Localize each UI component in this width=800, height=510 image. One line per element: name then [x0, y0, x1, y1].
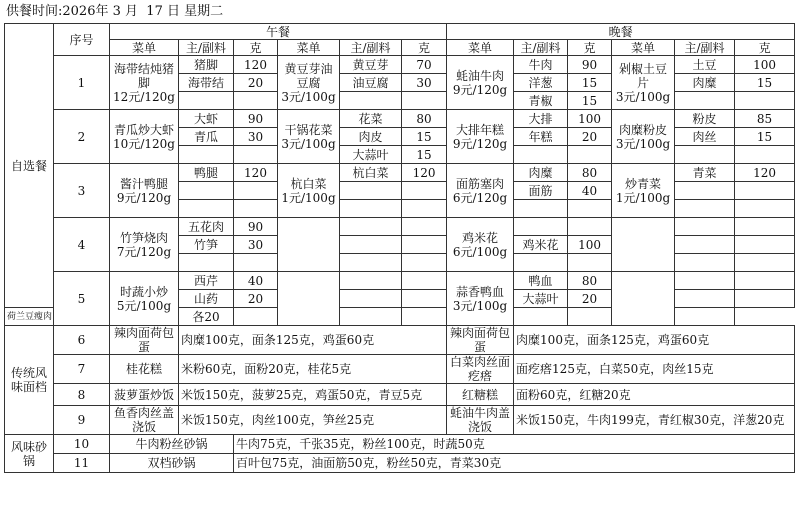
ingredient-cell — [234, 308, 278, 326]
ingredient-cell: 西芹 — [179, 272, 234, 290]
dish-cell — [110, 56, 179, 110]
ingredient-cell: 肉糜 — [675, 74, 735, 92]
ingredient-cell: 年糕 — [514, 128, 568, 146]
dinner-dish-name: 辣肉面荷包蛋 — [447, 326, 514, 355]
seq-cell: 4 — [54, 218, 110, 272]
gram-cell: 15 — [402, 146, 447, 164]
ingredient-cell: 大蒜叶 — [514, 290, 568, 308]
dinner-header: 晚餐 — [447, 24, 795, 40]
gram-cell: 100 — [568, 236, 612, 254]
ingredient-cell — [675, 200, 735, 218]
lunch-dish-desc: 米饭150克，菠萝25克，鸡蛋50克，青豆5克 — [179, 384, 447, 406]
ingredient-cell — [340, 254, 402, 272]
ingredient-cell — [340, 236, 402, 254]
ingredient-cell: 猪脚 — [179, 56, 234, 74]
dish-cell — [110, 164, 179, 218]
gram-cell — [675, 308, 735, 326]
gram-cell — [234, 182, 278, 200]
dish-price: 3元/100g — [615, 136, 671, 151]
gram-cell: 15 — [402, 128, 447, 146]
ingredient-cell: 油豆腐 — [340, 74, 402, 92]
gram-cell: 20 — [568, 128, 612, 146]
ingredient-cell: 黄豆芽 — [340, 56, 402, 74]
dinner-dish-desc: 面疙瘩125克，白菜50克，肉丝15克 — [514, 355, 795, 384]
gram-cell: 100 — [568, 110, 612, 128]
section-flavor-claypot: 风味砂锅 — [5, 435, 54, 473]
dish-name: 肉糜粉皮 — [619, 122, 668, 137]
dish-name: 大排年糕 — [456, 122, 505, 137]
dish-price: 9元/120g — [116, 190, 172, 205]
ingredient-cell: 大虾 — [179, 110, 234, 128]
dish-col-header: 菜单 — [110, 40, 179, 56]
ingredient-col-header: 主/副料 — [675, 40, 735, 56]
gram-cell — [735, 92, 795, 110]
ingredient-cell: 青瓜 — [179, 128, 234, 146]
ingredient-cell — [179, 146, 234, 164]
lunch-dish-name: 辣肉面荷包蛋 — [110, 326, 179, 355]
ingredient-cell — [675, 92, 735, 110]
claypot-name: 双档砂锅 — [110, 454, 234, 473]
gram-cell: 90 — [234, 218, 278, 236]
lunch-dish-desc: 米粉60克，面粉20克，桂花5克 — [179, 355, 447, 384]
gram-col-header: 克 — [735, 40, 795, 56]
gram-cell: 15 — [735, 128, 795, 146]
seq-cell: 11 — [54, 454, 110, 473]
dish-price: 6元/120g — [452, 190, 508, 205]
ingredient-cell — [514, 200, 568, 218]
gram-cell — [234, 92, 278, 110]
ingredient-cell: 青椒 — [514, 92, 568, 110]
ingredient-cell: 青菜 — [675, 164, 735, 182]
ingredient-cell: 花菜 — [340, 110, 402, 128]
seq-cell: 10 — [54, 435, 110, 454]
gram-cell — [402, 272, 447, 290]
dish-cell — [612, 110, 675, 164]
ingredient-cell: 荷兰豆瘦肉 — [5, 308, 54, 326]
gram-cell: 90 — [568, 56, 612, 74]
dish-name: 干锅花菜 — [284, 122, 333, 137]
gram-cell: 120 — [402, 164, 447, 182]
dish-price: 9元/120g — [452, 136, 508, 151]
ingredient-cell — [340, 290, 402, 308]
dish-name: 剁椒土豆片 — [619, 61, 668, 90]
ingredient-cell: 肉皮 — [340, 128, 402, 146]
section-self-serve: 自选餐 — [5, 24, 54, 308]
seq-cell: 7 — [54, 355, 110, 384]
ingredient-cell — [179, 182, 234, 200]
claypot-name: 牛肉粉丝砂锅 — [110, 435, 234, 454]
dish-name: 竹笋烧肉 — [119, 230, 168, 245]
gram-cell — [568, 218, 612, 236]
gram-cell — [568, 254, 612, 272]
service-day: 17 日 — [146, 4, 180, 19]
ingredient-cell — [514, 218, 568, 236]
dish-price: 7元/120g — [116, 244, 172, 259]
dish-cell — [447, 56, 514, 110]
gram-cell: 80 — [568, 272, 612, 290]
gram-cell — [402, 218, 447, 236]
gram-cell — [514, 308, 568, 326]
dish-cell — [278, 164, 340, 218]
gram-cell: 40 — [568, 182, 612, 200]
dinner-dish-desc: 米饭150克，牛肉199克，青红椒30克，洋葱20克 — [514, 406, 795, 435]
seq-cell: 8 — [54, 384, 110, 406]
gram-cell — [402, 290, 447, 308]
dish-col-header: 菜单 — [612, 40, 675, 56]
dish-price: 10元/120g — [113, 136, 175, 151]
dish-price: 3元/100g — [615, 89, 671, 104]
gram-cell: 15 — [568, 92, 612, 110]
dish-price: 12元/120g — [113, 89, 175, 104]
gram-cell — [735, 290, 795, 308]
dish-cell — [612, 164, 675, 218]
ingredient-cell: 面筋 — [514, 182, 568, 200]
gram-cell — [735, 146, 795, 164]
ingredient-cell: 粉皮 — [675, 110, 735, 128]
ingredient-cell — [340, 218, 402, 236]
lunch-header: 午餐 — [110, 24, 447, 40]
dish-cell — [612, 218, 675, 272]
dish-cell — [612, 272, 675, 326]
ingredient-cell: 洋葱 — [514, 74, 568, 92]
dish-cell — [612, 56, 675, 110]
gram-cell — [568, 146, 612, 164]
ingredient-cell: 肉丝 — [675, 128, 735, 146]
dish-name: 鸡米花 — [462, 230, 499, 245]
gram-cell — [402, 92, 447, 110]
gram-cell — [234, 200, 278, 218]
gram-cell — [402, 182, 447, 200]
ingredient-cell — [675, 272, 735, 290]
dish-cell — [278, 218, 340, 272]
seq-cell: 1 — [54, 56, 110, 110]
ingredient-cell: 牛肉 — [514, 56, 568, 74]
service-year: 2026年 — [62, 4, 109, 19]
ingredient-cell — [402, 308, 447, 326]
gram-cell — [735, 272, 795, 290]
dish-price: 3元/100g — [452, 298, 508, 313]
dish-cell — [447, 272, 514, 326]
dish-name: 时蔬小炒 — [119, 284, 168, 299]
gram-cell: 30 — [402, 74, 447, 92]
gram-cell — [402, 200, 447, 218]
gram-cell: 15 — [735, 74, 795, 92]
dinner-dish-name: 红糖糕 — [447, 384, 514, 406]
ingredient-cell — [179, 200, 234, 218]
gram-cell: 85 — [735, 110, 795, 128]
ingredient-cell: 大排 — [514, 110, 568, 128]
ingredient-cell — [340, 92, 402, 110]
dish-cell — [447, 110, 514, 164]
gram-cell — [568, 200, 612, 218]
gram-cell — [402, 236, 447, 254]
gram-cell — [234, 146, 278, 164]
ingredient-cell — [340, 182, 402, 200]
ingredient-col-header: 主/副料 — [340, 40, 402, 56]
dish-name: 面筋塞肉 — [456, 176, 505, 191]
dish-cell — [110, 110, 179, 164]
ingredient-cell — [514, 146, 568, 164]
lunch-dish-desc: 米饭150克，肉丝100克，笋丝25克 — [179, 406, 447, 435]
ingredient-cell: 鸭腿 — [179, 164, 234, 182]
ingredient-cell — [340, 272, 402, 290]
dish-name: 海带结炖猪脚 — [113, 61, 174, 90]
dish-price: 9元/120g — [452, 82, 508, 97]
ingredient-cell — [675, 218, 735, 236]
seq-cell: 2 — [54, 110, 110, 164]
dish-price: 1元/100g — [615, 190, 671, 205]
dish-cell — [278, 56, 340, 110]
dinner-dish-name: 蚝油牛肉盖浇饭 — [447, 406, 514, 435]
gram-cell: 90 — [234, 110, 278, 128]
dinner-dish-name: 白菜肉丝面疙瘩 — [447, 355, 514, 384]
gram-cell — [340, 308, 402, 326]
gram-cell — [735, 218, 795, 236]
gram-cell: 15 — [568, 74, 612, 92]
ingredient-col-header: 主/副料 — [179, 40, 234, 56]
seq-header: 序号 — [54, 24, 110, 56]
ingredient-cell: 山药 — [179, 290, 234, 308]
ingredient-cell: 海带结 — [179, 74, 234, 92]
ingredient-cell: 杭白菜 — [340, 164, 402, 182]
gram-cell — [735, 254, 795, 272]
gram-cell — [402, 254, 447, 272]
dish-name: 蒜香鸭血 — [456, 284, 505, 299]
gram-cell: 20 — [568, 290, 612, 308]
ingredient-cell — [514, 254, 568, 272]
dish-cell — [110, 218, 179, 272]
gram-cell: 120 — [735, 164, 795, 182]
lunch-dish-name: 桂花糕 — [110, 355, 179, 384]
dish-col-header: 菜单 — [278, 40, 340, 56]
service-weekday: 星期二 — [184, 4, 224, 19]
ingredient-cell: 鸡米花 — [514, 236, 568, 254]
dish-price: 3元/100g — [281, 136, 336, 151]
gram-cell: 20 — [234, 290, 278, 308]
dish-price: 5元/100g — [116, 298, 172, 313]
dish-cell — [447, 164, 514, 218]
lunch-dish-name: 鱼香肉丝盖浇饭 — [110, 406, 179, 435]
dish-cell — [110, 272, 179, 326]
dish-price: 1元/100g — [281, 190, 336, 205]
gram-cell — [735, 200, 795, 218]
service-date-line — [6, 3, 223, 21]
dish-cell — [278, 110, 340, 164]
ingredient-cell — [179, 254, 234, 272]
ingredient-cell: 五花肉 — [179, 218, 234, 236]
seq-cell: 3 — [54, 164, 110, 218]
gram-cell: 30 — [234, 236, 278, 254]
dish-price: 3元/100g — [281, 89, 336, 104]
section-traditional: 传统风味面档 — [5, 326, 54, 435]
gram-cell: 80 — [568, 164, 612, 182]
dish-cell — [447, 218, 514, 272]
gram-cell — [234, 254, 278, 272]
ingredient-cell: 竹笋 — [179, 236, 234, 254]
dish-name: 蚝油牛肉 — [456, 68, 505, 83]
ingredient-cell — [675, 182, 735, 200]
ingredient-cell: 土豆 — [675, 56, 735, 74]
ingredient-cell — [179, 92, 234, 110]
gram-cell: 各20 — [179, 308, 234, 326]
seq-cell: 9 — [54, 406, 110, 435]
gram-cell: 120 — [234, 164, 278, 182]
ingredient-cell — [675, 254, 735, 272]
dish-col-header: 菜单 — [447, 40, 514, 56]
gram-col-header: 克 — [402, 40, 447, 56]
ingredient-cell: 鸭血 — [514, 272, 568, 290]
dish-name: 黄豆芽油豆腐 — [284, 61, 333, 90]
gram-cell: 40 — [234, 272, 278, 290]
ingredient-cell — [675, 236, 735, 254]
dish-name: 青瓜炒大虾 — [113, 122, 174, 137]
ingredient-cell — [675, 146, 735, 164]
ingredient-cell: 大蒜叶 — [340, 146, 402, 164]
seq-cell: 6 — [54, 326, 110, 355]
service-month: 3 月 — [112, 4, 139, 19]
dinner-dish-desc: 肉糜100克，面条125克，鸡蛋60克 — [514, 326, 795, 355]
gram-col-header: 克 — [568, 40, 612, 56]
claypot-desc: 牛肉75克，千张35克，粉丝100克，时蔬50克 — [234, 435, 795, 454]
gram-cell: 30 — [234, 128, 278, 146]
lunch-dish-name: 菠萝蛋炒饭 — [110, 384, 179, 406]
seq-cell: 5 — [54, 272, 110, 326]
ingredient-cell: 肉糜 — [514, 164, 568, 182]
dish-name: 酱汁鸭腿 — [119, 176, 168, 191]
menu-table — [4, 23, 795, 473]
dish-cell — [278, 272, 340, 326]
ingredient-cell — [340, 200, 402, 218]
dish-price: 6元/100g — [452, 244, 508, 259]
gram-cell — [735, 182, 795, 200]
service-date-label: 供餐时间: — [6, 4, 63, 19]
ingredient-cell — [675, 290, 735, 308]
claypot-desc: 百叶包75克，油面筋50克，粉丝50克，青菜30克 — [234, 454, 795, 473]
dish-name: 炒青菜 — [625, 176, 662, 191]
gram-cell: 80 — [402, 110, 447, 128]
dinner-dish-desc: 面粉60克，红糖20克 — [514, 384, 795, 406]
dish-name: 杭白菜 — [290, 176, 327, 191]
gram-cell: 100 — [735, 56, 795, 74]
ingredient-cell — [568, 308, 612, 326]
lunch-dish-desc: 肉糜100克，面条125克，鸡蛋60克 — [179, 326, 447, 355]
ingredient-col-header: 主/副料 — [514, 40, 568, 56]
gram-cell: 20 — [234, 74, 278, 92]
gram-cell — [735, 236, 795, 254]
gram-col-header: 克 — [234, 40, 278, 56]
gram-cell: 120 — [234, 56, 278, 74]
gram-cell: 70 — [402, 56, 447, 74]
